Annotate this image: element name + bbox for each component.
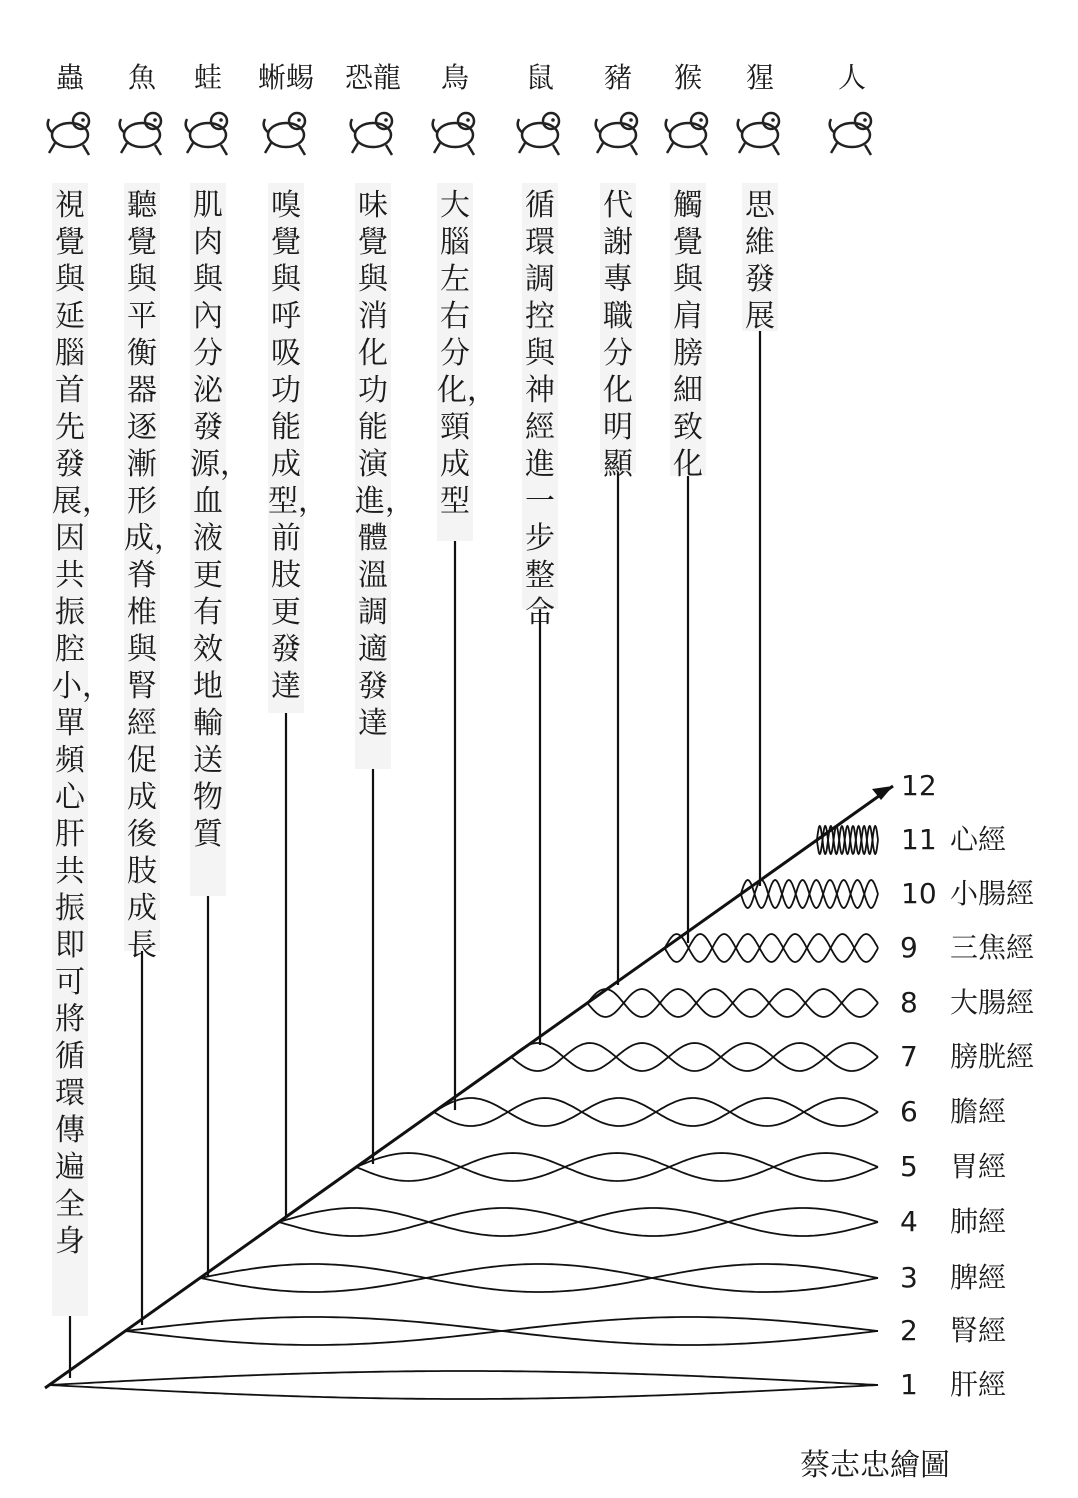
- rat-icon: [513, 103, 567, 159]
- meridian-name: 三焦經: [950, 931, 1035, 964]
- meridian-number: 2: [900, 1314, 918, 1347]
- meridian-number: 4: [900, 1205, 918, 1238]
- meridian-number: 5: [900, 1150, 918, 1183]
- ape-icon: [733, 103, 787, 159]
- meridian-number: 3: [900, 1261, 918, 1294]
- harmonic-wave: [741, 880, 878, 908]
- harmonic-wave: [434, 1098, 878, 1126]
- species-name: 恐龍: [344, 61, 402, 94]
- meridian-number: 9: [900, 931, 918, 964]
- trait-description: 思維發展: [742, 183, 778, 331]
- meridian-name: 胃經: [950, 1150, 1007, 1183]
- trait-description: 觸覺與肩膀細致化: [670, 183, 706, 476]
- harmonic-wave: [49, 1385, 878, 1399]
- trait-description: 視覺與延腦首先發展，因共振腔小，單頻心肝共振即可將循環傳遍全身: [52, 183, 88, 1316]
- trait-description: 循環調控與神經進一步整合: [522, 183, 558, 609]
- meridian-name: 脾經: [950, 1261, 1007, 1294]
- pig-icon: [591, 103, 645, 159]
- harmonic-wave: [125, 1317, 878, 1345]
- meridian-number: 7: [900, 1040, 918, 1073]
- human-icon: [825, 103, 879, 159]
- meridian-name: 膽經: [950, 1095, 1007, 1128]
- meridian-name: 膀胱經: [950, 1040, 1035, 1073]
- species-name: 蛙: [193, 61, 223, 94]
- illustrator-credit: 蔡志忠繪圖: [800, 1448, 950, 1483]
- species-name: 鳥: [440, 61, 470, 94]
- trait-description: 肌肉與內分泌發源，血液更有效地輸送物質: [190, 183, 226, 896]
- species-name: 蟲: [55, 61, 85, 94]
- evolution-axis: [45, 786, 893, 1388]
- trait-description: 大腦左右分化，頸成型: [437, 183, 473, 541]
- species-name: 猴: [673, 61, 703, 94]
- trait-description: 代謝專職分化明顯: [600, 183, 636, 473]
- meridian-name: 肺經: [950, 1205, 1007, 1238]
- species-name: 猩: [745, 61, 775, 94]
- species-name: 蜥蜴: [257, 61, 315, 94]
- species-name: 鼠: [525, 61, 555, 94]
- harmonic-wave: [511, 1043, 878, 1071]
- insect-icon: [43, 103, 97, 159]
- monkey-icon: [661, 103, 715, 159]
- harmonic-wave: [200, 1264, 878, 1292]
- meridian-name: 心經: [950, 823, 1007, 856]
- species-name: 人: [837, 61, 867, 94]
- meridian-name: 肝經: [950, 1368, 1007, 1401]
- trait-description: 味覺與消化功能演進，體溫調適發達: [355, 183, 391, 769]
- frog-icon: [181, 103, 235, 159]
- species-name: 豬: [603, 61, 633, 94]
- dinosaur-icon: [346, 103, 400, 159]
- meridian-number: 12: [901, 769, 937, 802]
- meridian-name: 小腸經: [950, 877, 1035, 910]
- harmonic-wave: [665, 934, 878, 962]
- harmonic-wave: [200, 1264, 878, 1292]
- trait-description: 嗅覺與呼吸功能成型，前肢更發達: [268, 183, 304, 713]
- trait-description: 聽覺與平衡器逐漸形成，脊椎與腎經促成後肢成長: [124, 183, 160, 951]
- bird-icon: [428, 103, 482, 159]
- harmonic-wave: [279, 1208, 878, 1236]
- meridian-number: 11: [901, 823, 937, 856]
- fish-icon: [115, 103, 169, 159]
- harmonic-wave: [665, 934, 878, 962]
- lizard-icon: [259, 103, 313, 159]
- harmonic-wave: [511, 1043, 878, 1071]
- meridian-number: 6: [900, 1095, 918, 1128]
- meridian-number: 10: [901, 877, 937, 910]
- meridian-name: 腎經: [950, 1314, 1007, 1347]
- meridian-name: 大腸經: [950, 986, 1035, 1019]
- harmonic-wave: [49, 1371, 878, 1385]
- species-name: 魚: [127, 61, 157, 94]
- meridian-number: 1: [900, 1368, 918, 1401]
- harmonic-wave: [587, 989, 878, 1017]
- meridian-number: 8: [900, 986, 918, 1019]
